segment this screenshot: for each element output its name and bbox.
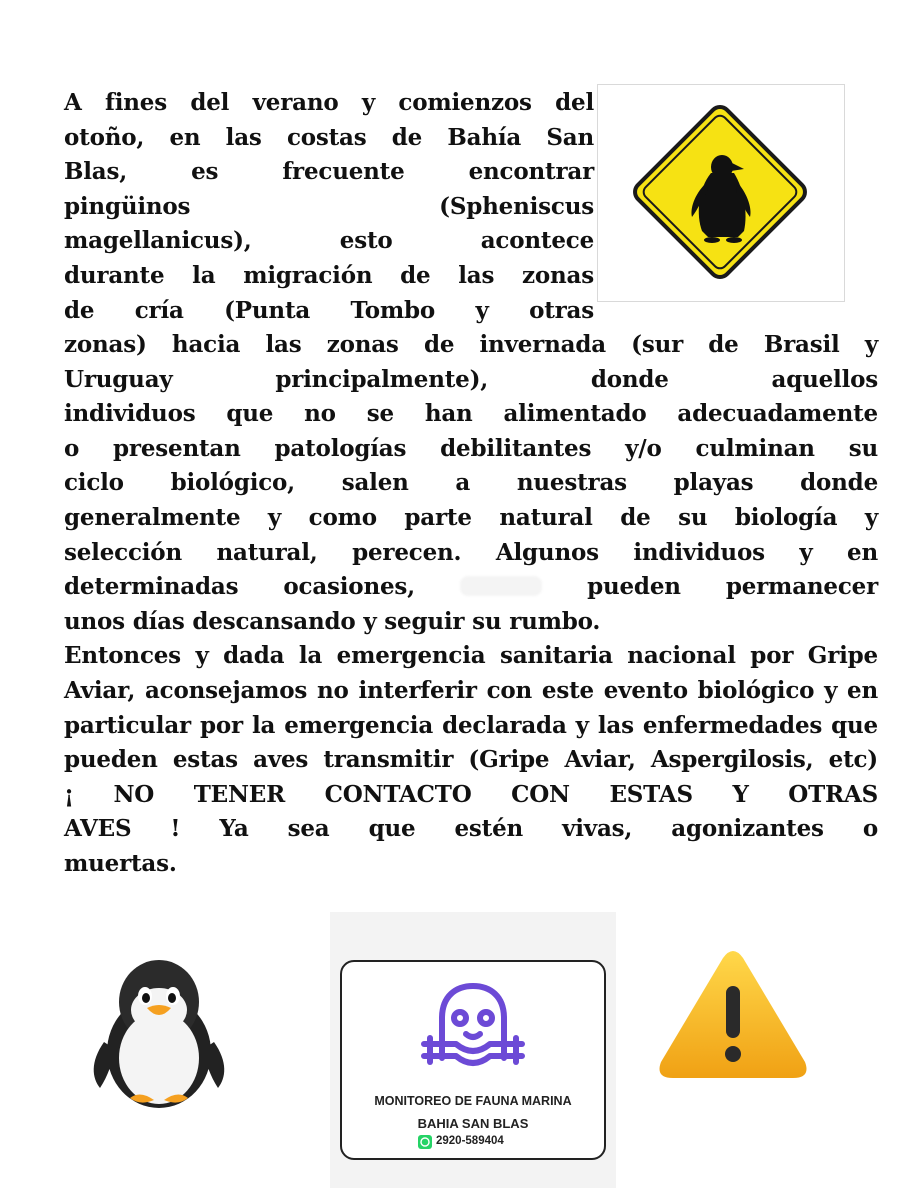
- text-line: magellanicus), esto acontece: [64, 227, 594, 255]
- text-line: de cría (Punta Tombo y otras: [64, 296, 594, 324]
- text-line: individuos que no se han alimentado adecuadamente: [64, 400, 878, 428]
- text-line: pingüinos (Spheniscus: [64, 192, 594, 220]
- text-line: A fines del verano y comienzos del: [64, 89, 594, 116]
- text-line: ciclo biológico, salen a nuestras playas donde: [64, 469, 878, 497]
- warning-line: [64, 812, 878, 847]
- text-line: Blas, es frecuente encontrar: [64, 158, 594, 186]
- whatsapp-icon: [418, 1135, 432, 1149]
- seal-logo-icon: [420, 978, 526, 1078]
- text-line: generalmente y como parte natural de su biología y: [64, 503, 878, 531]
- penguin-crossing-sign: [597, 84, 845, 302]
- warning-fragment: AVES !: [64, 815, 181, 843]
- blurred-text: [460, 576, 542, 596]
- intro-paragraph-full: [64, 328, 878, 882]
- logo-subtitle: BAHIA SAN BLAS: [417, 1116, 529, 1131]
- intro-paragraph-wrapped: [64, 86, 594, 328]
- advice-paragraph: Entonces y dada la emergencia sanitaria nacional por Gripe Aviar, aconsejamos no interferir con este evento biológico y en particular por la emergencia declarada y las enfermedades que pueden estas aves transmitir (Gripe Aviar, Aspergilosis, etc): [64, 642, 878, 774]
- text-line: unos días descansando y seguir su rumbo.: [64, 607, 601, 635]
- warning-line: muertas.: [64, 849, 177, 877]
- text-line: otoño, en las costas de Bahía San: [64, 123, 594, 151]
- logo-frame: [340, 960, 606, 1160]
- text-line: zonas) hacia las zonas de invernada (sur de Brasil y: [64, 331, 878, 358]
- logo-card: [330, 912, 616, 1188]
- logo-title: MONITOREO DE FAUNA MARINA: [374, 1094, 572, 1108]
- phone-number: 2920-589404: [436, 1135, 504, 1147]
- logo-phone: [418, 1134, 538, 1150]
- warning-emoji-icon: [655, 946, 811, 1086]
- text-line: o presentan patologías debilitantes y/o culminan su: [64, 434, 878, 462]
- text-fragment: determinadas ocasiones,: [64, 573, 415, 601]
- text-fragment: pueden permanecer: [587, 573, 879, 601]
- text-line: [64, 570, 878, 605]
- penguin-emoji-icon: [84, 952, 234, 1112]
- warning-fragment: Ya sea que estén vivas, agonizantes o: [219, 815, 878, 843]
- warning-line: ¡ NO TENER CONTACTO CON ESTAS Y OTRAS: [64, 780, 878, 808]
- text-line: selección natural, perecen. Algunos individuos y en: [64, 538, 878, 566]
- penguin-crossing-sign-icon: [598, 85, 844, 301]
- text-line: durante la migración de las zonas: [64, 261, 594, 289]
- text-line: Uruguay principalmente), donde aquellos: [64, 365, 878, 393]
